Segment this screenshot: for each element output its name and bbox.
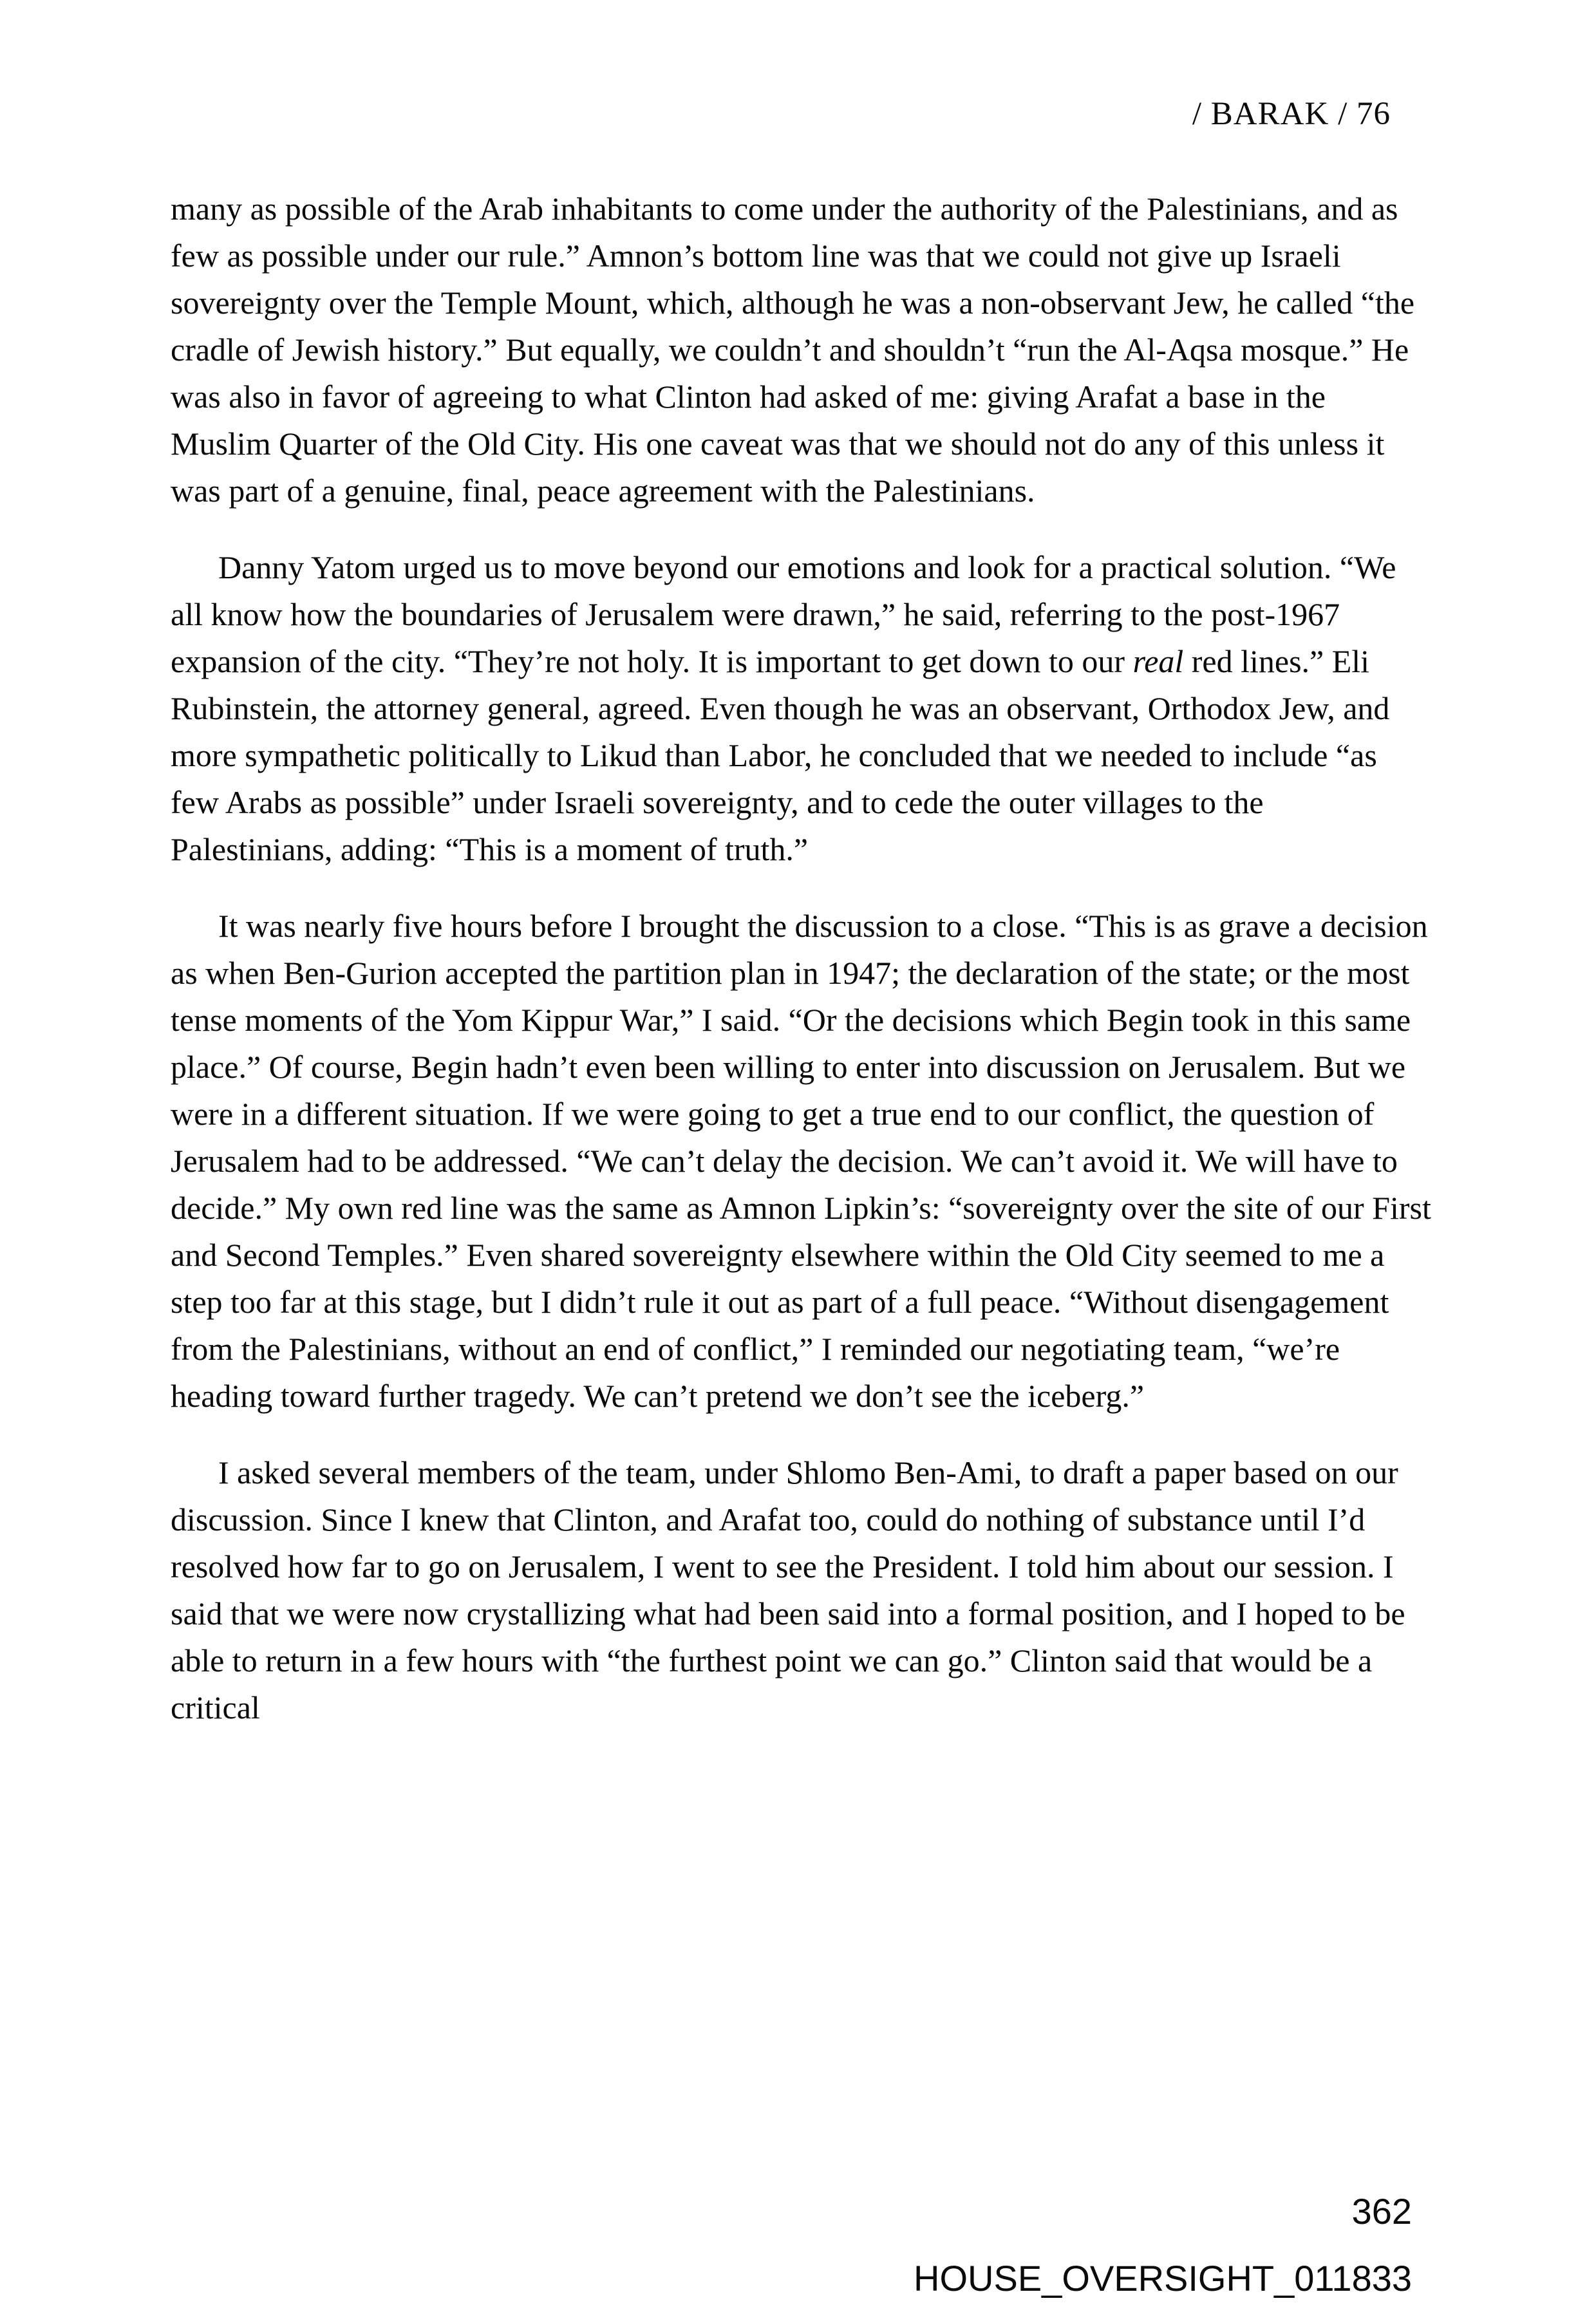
paragraph-3: It was nearly five hours before I brought the discussion to a close. “This is as grave a decision as when Ben-Gurion accepted the partition plan in 1947; the declaration of the state; or the most tense moments of the Yom Kippur War,” I said. “Or the decisions which Begin took in this same place.” Of course, Begin hadn’t even been willing to enter into discussion on Jerusalem. But we were in a different situation. If we were going to get a true end to our conflict, the question of Jerusalem had to be addressed. “We can’t delay the decision. We can’t avoid it. We will have to decide.” My own red line was the same as Amnon Lipkin’s: “sovereignty over the site of our First and Second Temples.” Even shared sovereignty elsewhere within the Old City seemed to me a step too far at this stage, but I didn’t rule it out as part of a full peace. “Without disengagement from the Palestinians, without an end of conflict,” I reminded our negotiating team, “we’re heading toward further tragedy. We can’t pretend we don’t see the iceberg.” bbox=[171, 908, 1431, 1414]
paragraph-1: many as possible of the Arab inhabitants to come under the authority of the Palestinians, and as few as possible under our rule.” Amnon’s bottom line was that we could not give up Israeli sovereignty over the Temple Mount, which, although he was a non-observant Jew, he called “the cradle of Jewish history.” But equally, we couldn’t and shouldn’t “run the Al-Aqsa mosque.” He was also in favor of agreeing to what Clinton had asked of me: giving Arafat a base in the Muslim Quarter of the Old City. His one caveat was that we should not do any of this unless it was part of a genuine, final, peace agreement with the Palestinians. bbox=[171, 191, 1415, 509]
paragraph-2-italic-word: real bbox=[1132, 643, 1184, 679]
page-body bbox=[171, 185, 1431, 1761]
paragraph-4: I asked several members of the team, under Shlomo Ben-Ami, to draft a paper based on our discussion. Since I knew that Clinton, and Arafat too, could do nothing of substance until I’d resolved how far to go on Jerusalem, I went to see the President. I told him about our session. I said that we were now crystallizing what had been said into a formal position, and I hoped to be able to return in a few hours with “the furthest point we can go.” Clinton said that would be a critical bbox=[171, 1454, 1405, 1725]
running-header: / BARAK / 76 bbox=[1192, 96, 1391, 132]
paragraph-2-lead: Danny Yatom urged us to move beyond our emotions and look for a practical solution. “We all know how the boundaries of Jerusalem were drawn,” he said, referring to the post-1967 expansion of the city. “They’re not holy. It is important to get down to our bbox=[171, 549, 1396, 679]
paragraph-2 bbox=[171, 544, 1431, 873]
bates-stamp: HOUSE_OVERSIGHT_011833 bbox=[914, 2258, 1412, 2298]
paragraph-2-rest: red lines.” Eli Rubinstein, the attorney general, agreed. Even though he was an observant, Orthodox Jew, and more sympathetic politically to Likud than Labor, he concluded that we needed to include “as few Arabs as possible” under Israeli sovereignty, and to cede the outer villages to the Palestinians, adding: “This is a moment of truth.” bbox=[171, 643, 1390, 867]
page-number: 362 bbox=[1351, 2191, 1412, 2232]
